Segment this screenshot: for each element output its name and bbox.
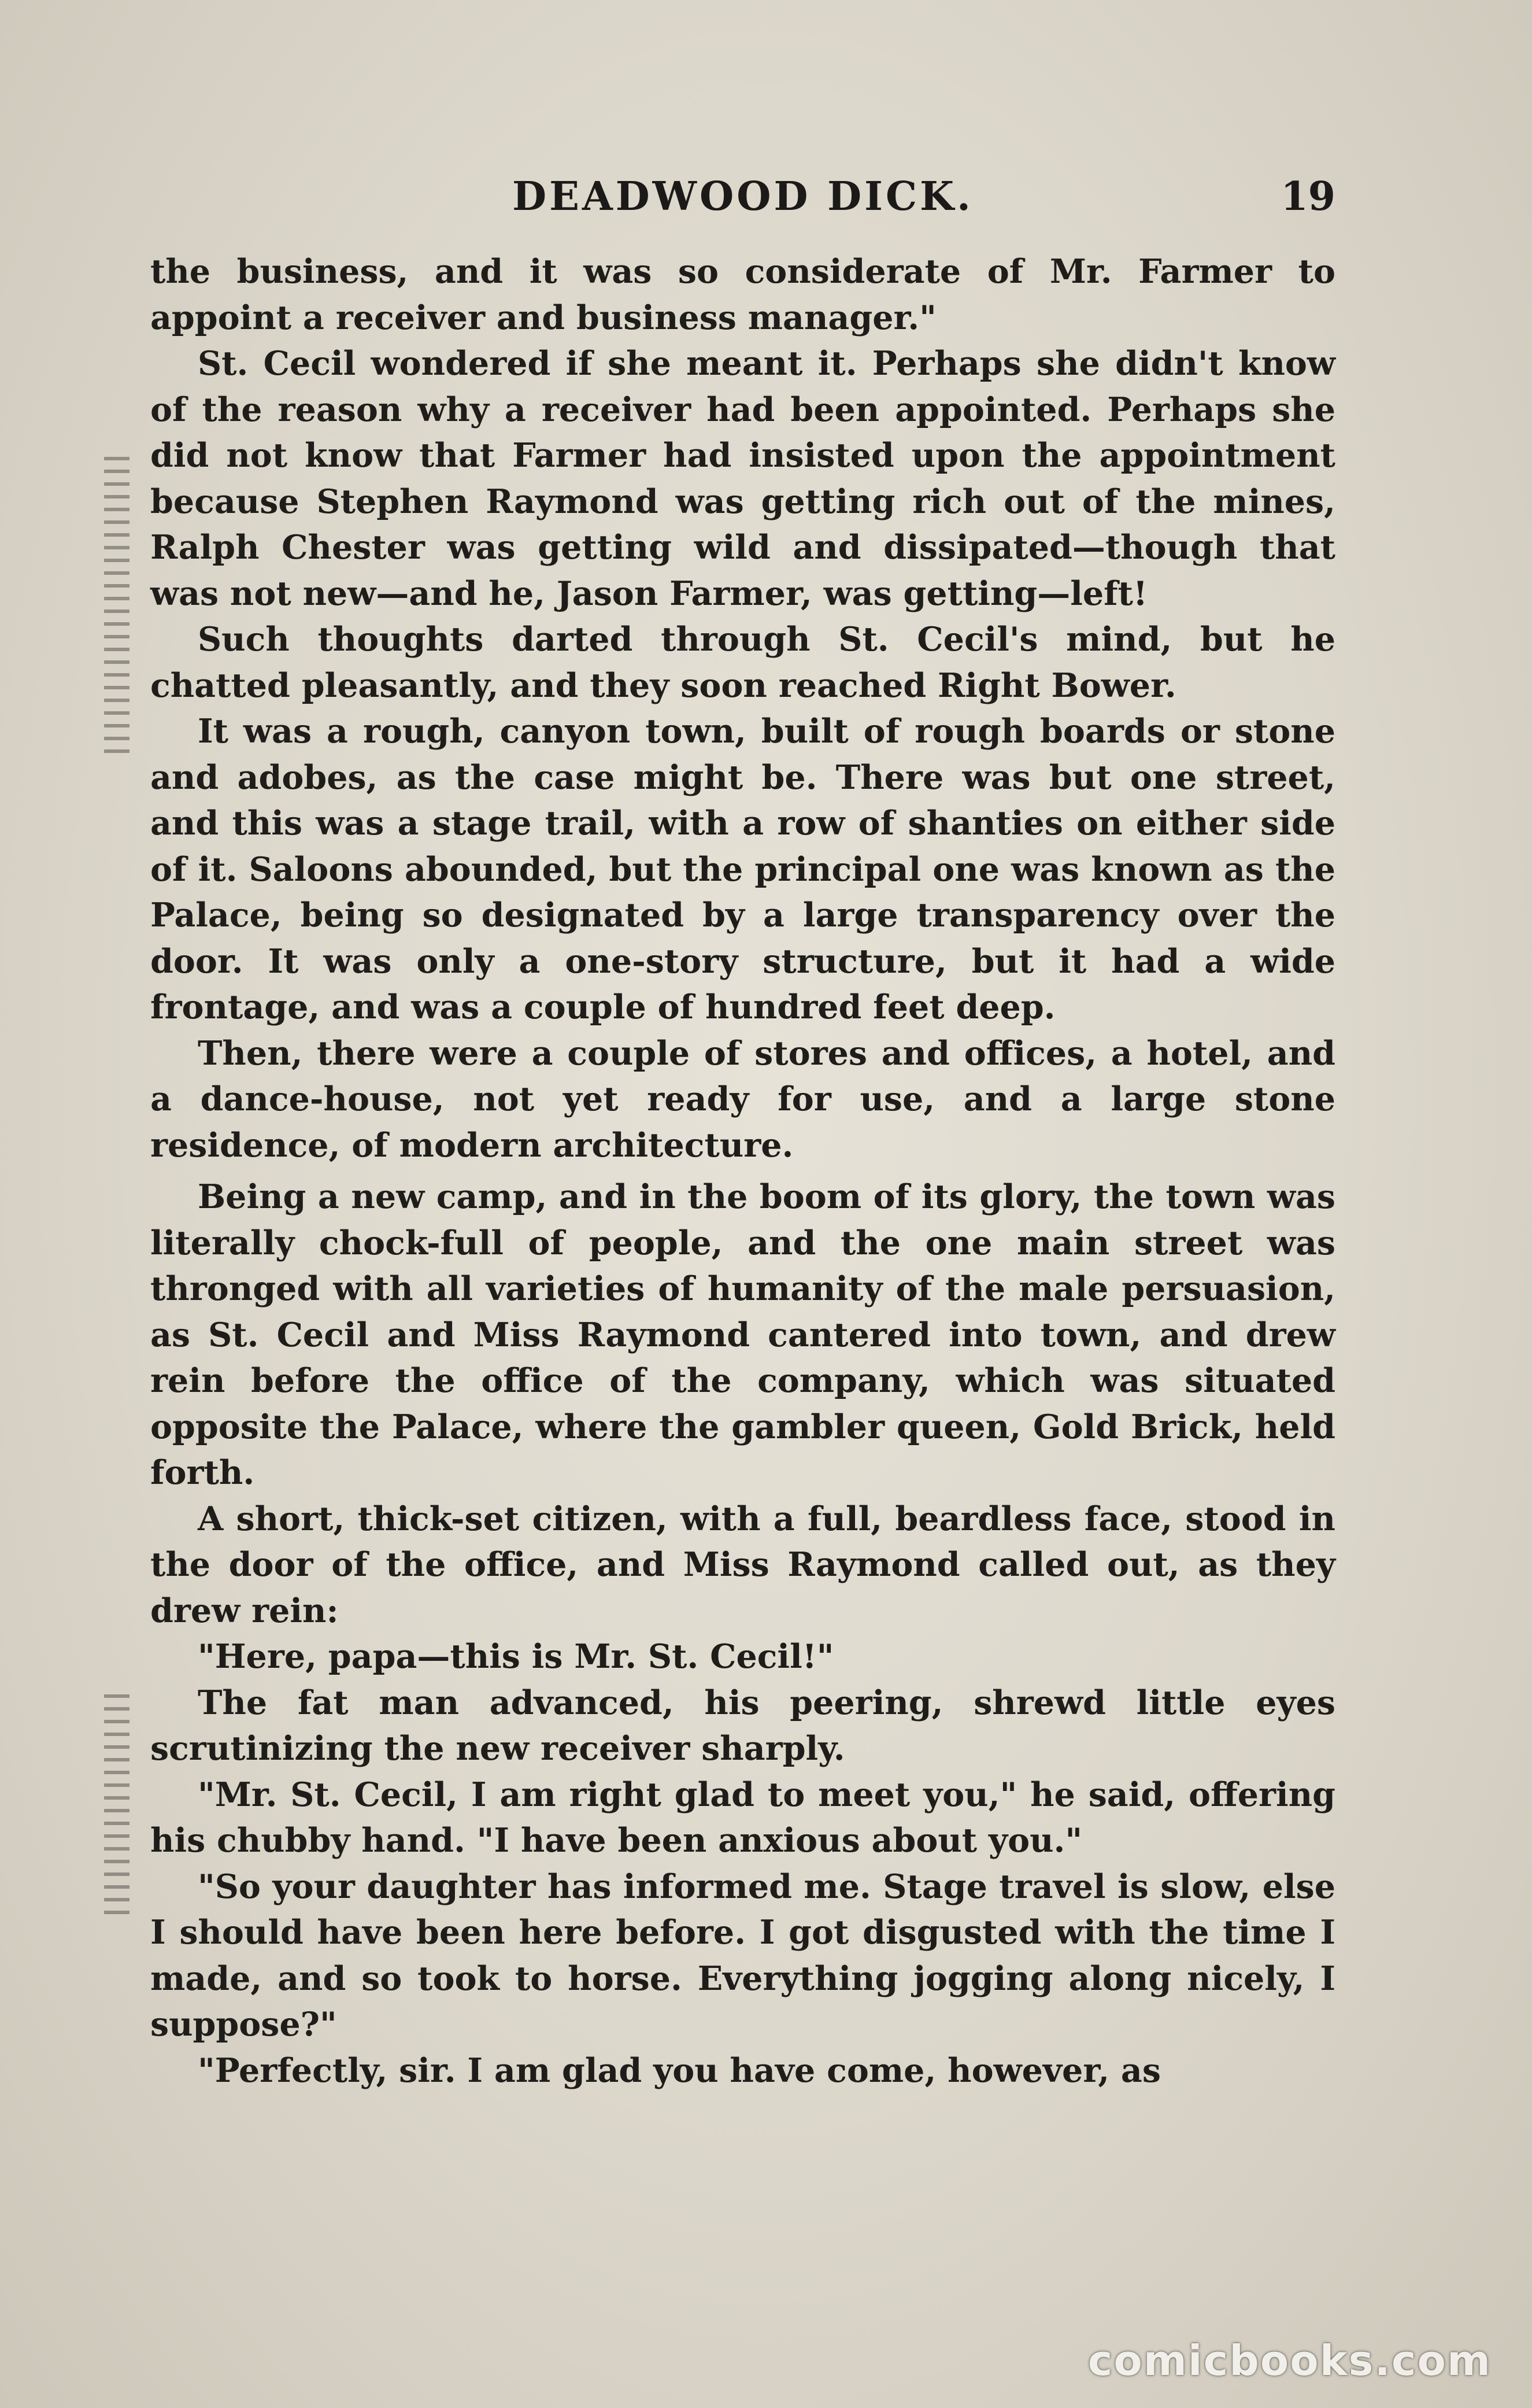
watermark: comicbooks.com [1087, 2336, 1492, 2385]
paragraph: It was a rough, canyon town, built of rough boards or stone and adobes, as the case might be. There was but one street, and this was a stage trail, with a row of shanties on either side of it. Saloons abounded, but the principal one was known as the Palace, being so designated by a large transparency over the door. It was only a one-story structure, but it had a wide frontage, and was a couple of hundred feet deep. [150, 712, 1335, 1026]
paragraph: A short, thick-set citizen, with a full, beardless face, stood in the door of the office, and Miss Raymond called out, as they drew rein: [150, 1499, 1335, 1630]
paragraph: St. Cecil wondered if she meant it. Perhaps she didn't know of the reason why a receiver had been appointed. Perhaps she did not know that Farmer had insisted upon the appointment because Stephen Raymond was getting rich out of the mines, Ralph Chester was getting wild and dissipated—though that was not new—and he, Jason Farmer, was getting—left! [150, 344, 1335, 613]
margin-stain [104, 1694, 129, 1914]
paragraph: The fat man advanced, his peering, shrewd little eyes scrutinizing the new receiver sharply. [150, 1683, 1335, 1768]
margin-stain [104, 457, 129, 758]
paragraph: Then, there were a couple of stores and offices, a hotel, and a dance-house, not yet ready for use, and a large stone residence, of modern architecture. [150, 1033, 1335, 1165]
running-title: DEADWOOD DICK. [512, 173, 974, 220]
paragraph: "Perfectly, sir. I am glad you have come, however, as [198, 2051, 1161, 2090]
paragraph: "So your daughter has informed me. Stage travel is slow, else I should have been here before. I got disgusted with the time I made, and so took to horse. Everything jogging along nicely, I suppose?" [150, 1867, 1335, 2044]
paragraph: the business, and it was so considerate of Mr. Farmer to appoint a receiver and business manager." [150, 252, 1335, 337]
page-header [150, 173, 1335, 231]
paragraph: "Mr. St. Cecil, I am right glad to meet you," he said, offering his chubby hand. "I have been anxious about you." [150, 1775, 1335, 1860]
page-number: 19 [1281, 173, 1335, 220]
paragraph: "Here, papa—this is Mr. St. Cecil!" [198, 1637, 834, 1676]
body-text [150, 249, 1335, 2093]
paragraph: Such thoughts darted through St. Cecil's mind, but he chatted pleasantly, and they soon reached Right Bower. [150, 620, 1335, 705]
paragraph: Being a new camp, and in the boom of its glory, the town was literally chock-full of people, and the one main street was thronged with all varieties of humanity of the male persuasion, as St. Cecil and Miss Raymond cantered into town, and drew rein before the office of the company, which was situated opposite the Palace, where the gambler queen, Gold Brick, held forth. [150, 1177, 1335, 1492]
